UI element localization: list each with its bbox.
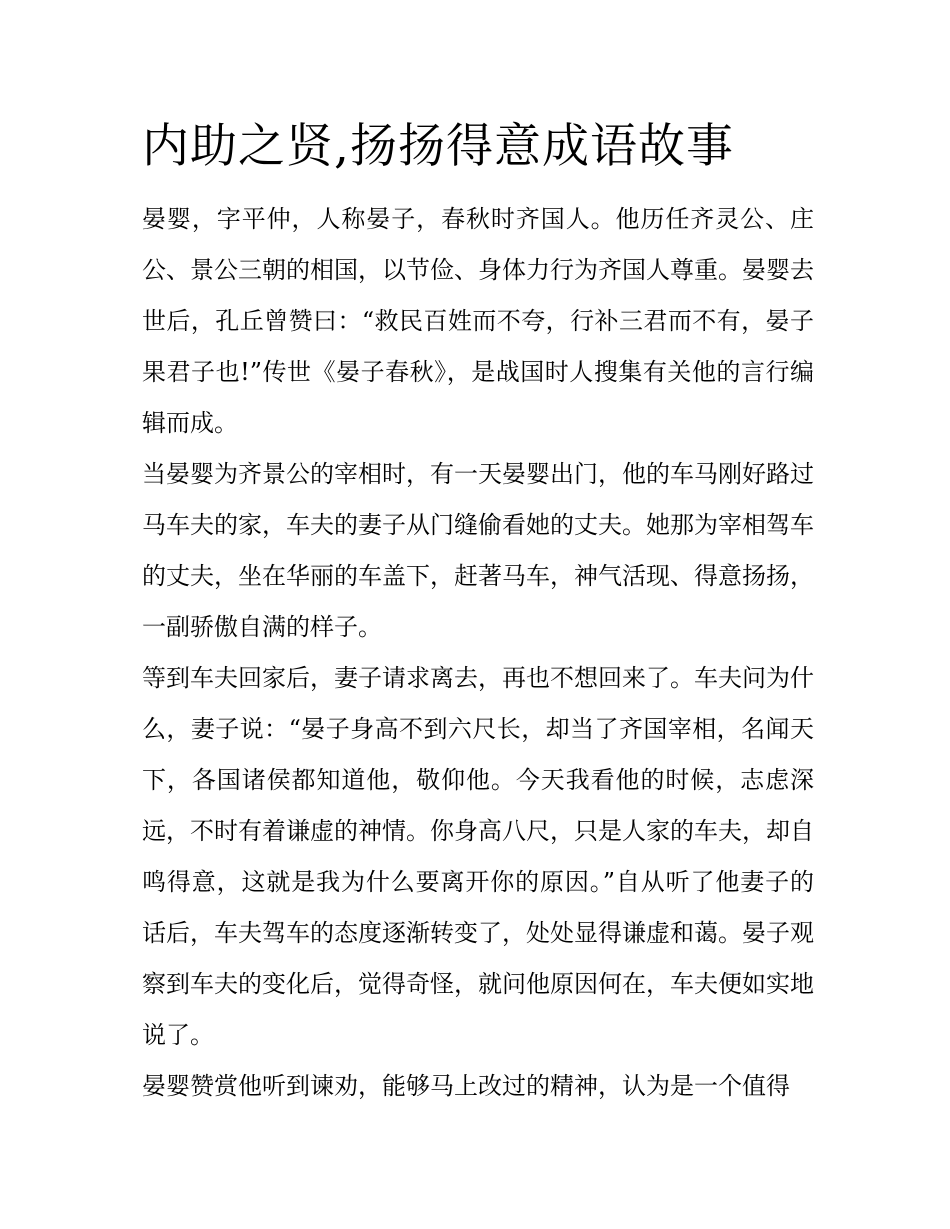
paragraph-1: 晏婴，字平仲，人称晏子，春秋时齐国人。他历任齐灵公、庄公、景公三朝的相国，以节俭、身体力行为齐国人尊重。晏婴去世后，孔丘曾赞曰：“救民百姓而不夸，行补三君而不有，晏子果君子也!”传世《晏子春秋》，是战国时人搜集有关他的言行编辑而成。 (142, 205, 814, 437)
paragraph-3: 等到车夫回家后，妻子请求离去，再也不想回来了。车夫问为什么，妻子说：“晏子身高不到六尺长，却当了齐国宰相，名闻天下，各国诸侯都知道他，敬仰他。今天我看他的时候，志虑深远，不时有着谦虚的神情。你身高八尺，只是人家的车夫，却自鸣得意，这就是我为什么要离开你的原因。”自从听了他妻子的话后，车夫驾车的态度逐渐转变了，处处显得谦虚和蔼。晏子观察到车夫的变化后，觉得奇怪，就问他原因何在，车夫便如实地说了。 (142, 664, 814, 1049)
paragraph-4: 晏婴赞赏他听到谏劝，能够马上改过的精神，认为是一个值得 (142, 1072, 790, 1100)
document-title: 内助之贤,扬扬得意成语故事 (142, 119, 734, 174)
document-page (142, 112, 814, 1112)
paragraph-2: 当晏婴为齐景公的宰相时，有一天晏婴出门，他的车马刚好路过马车夫的家，车夫的妻子从门缝偷看她的丈夫。她那为宰相驾车的丈夫，坐在华丽的车盖下，赶著马车，神气活现、得意扬扬，一副骄傲自满的样子。 (142, 460, 814, 641)
